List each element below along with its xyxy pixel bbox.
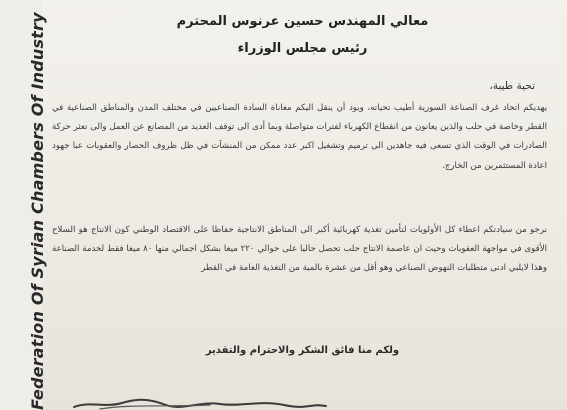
- body-paragraph-2: نرجو من سيادتكم اعطاء كل الأولويات لتأمين تغذية كهربائية أكبر الى المناطق الانتاجية حفاظا على الاقتصاد الوطني كون الانتاج هو السلاح الأقوى في مواجهة العقوبات وحيث ان عاصمة الانتاج حلب تحصل حاليا على حوالي ٢٢٠ ميغا بشكل اجمالي منها ٨٠ ميغا فقط لخدمة الصناعة وهذا لايلبي ادنى متطلبات النهوض الصناعي وهو أقل من عشرة بالمية من التغذية العامة في القطر: [52, 225, 547, 274]
- letterhead-side-band: [0, 0, 47, 410]
- signature-stroke: [70, 395, 330, 410]
- closing-line: ولكم منا فائق الشكر والاحترام والتقدير: [205, 345, 400, 356]
- federation-letterhead-vertical: Federation Of Syrian Chambers Of Industry: [28, 12, 47, 410]
- salutation: تحية طيبة،: [489, 80, 535, 92]
- recipient-name: معالي المهندس حسين عرنوس المحترم: [176, 14, 429, 29]
- body-paragraph-1: يهديكم اتحاد غرف الصناعة السورية أطيب تحياته، ويود أن ينقل اليكم معاناة السادة الصناعيين في مختلف المدن والمناطق الصناعية في القطر وخاصة في حلب والذين يعانون من انقطاع الكهرباء لفترات متواصلة وبما أدى الى توقف العديد من المصانع عن العمل والى تعثر حركة الصادرات في الوقت الذي تسعى فيه جاهدين الى ترميم وتشغيل اكبر عدد ممكن من المنشآت في ظل ظروف الحصار والعقوبات عبا جهود اعادة المستثمرين من الخارج.: [52, 103, 547, 171]
- recipient-title: رئيس مجلس الوزراء: [237, 41, 368, 56]
